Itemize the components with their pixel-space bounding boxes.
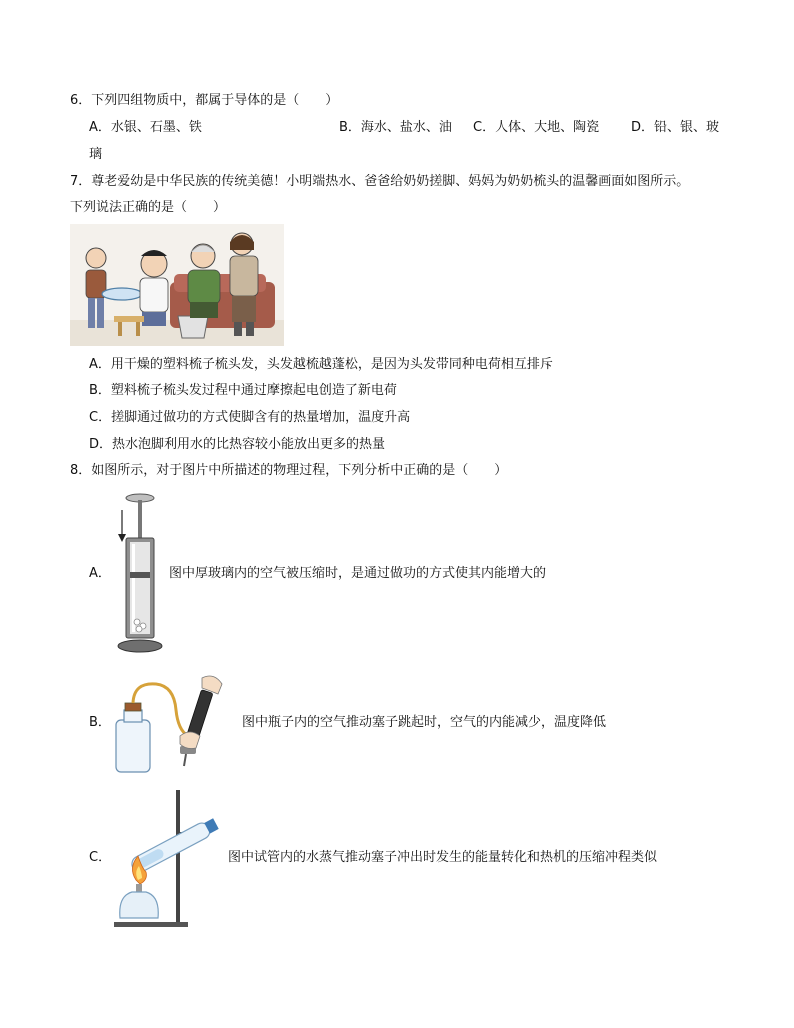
q8-option-a-text: 图中厚玻璃内的空气被压缩时，是通过做功的方式使其内能增大的 [169, 566, 547, 581]
q7-option-b: B．塑料梳子梳头发过程中通过摩擦起电创造了新电荷 [89, 383, 397, 398]
q8-option-b-label: B． [89, 715, 111, 730]
q8-option-b-text: 图中瓶子内的空气推动塞子跳起时，空气的内能减少，温度降低 [242, 715, 607, 730]
q6-option-d-continued: 璃 [89, 147, 103, 162]
family-illustration [70, 224, 284, 346]
q8-option-c-text: 图中试管内的水蒸气推动塞子冲出时发生的能量转化和热机的压缩冲程类似 [228, 850, 658, 865]
q8-option-c-label: C． [89, 850, 112, 865]
q7-option-d: D．热水泡脚利用水的比热容较小能放出更多的热量 [89, 437, 386, 452]
q7-option-a: A．用干燥的塑料梳子梳头发，头发越梳越蓬松，是因为头发带同种电荷相互排斥 [89, 357, 553, 372]
q6-option-b: B．海水、盐水、油 [339, 120, 452, 135]
q7-stem-line2: 下列说法正确的是（ ） [70, 200, 227, 215]
bottle-pump-apparatus [110, 670, 236, 778]
q8-option-a-label: A． [89, 566, 111, 581]
test-tube-burner-apparatus [110, 788, 230, 930]
q6-option-d: D．铅、银、玻 [631, 120, 720, 135]
q7-stem-line1: 7．尊老爱幼是中华民族的传统美德！小明端热水、爸爸给奶奶搓脚、妈妈为奶奶梳头的温馨画面如图所示。 [70, 174, 690, 189]
q6-option-c: C．人体、大地、陶瓷 [473, 120, 600, 135]
q8-stem: 8．如图所示，对于图片中所描述的物理过程，下列分析中正确的是（ ） [70, 463, 508, 478]
q6-option-a: A．水银、石墨、铁 [89, 120, 202, 135]
compression-cylinder-apparatus [112, 490, 172, 658]
q7-option-c: C．搓脚通过做功的方式使脚含有的热量增加，温度升高 [89, 410, 411, 425]
q6-stem: 6．下列四组物质中，都属于导体的是（ ） [70, 93, 339, 108]
